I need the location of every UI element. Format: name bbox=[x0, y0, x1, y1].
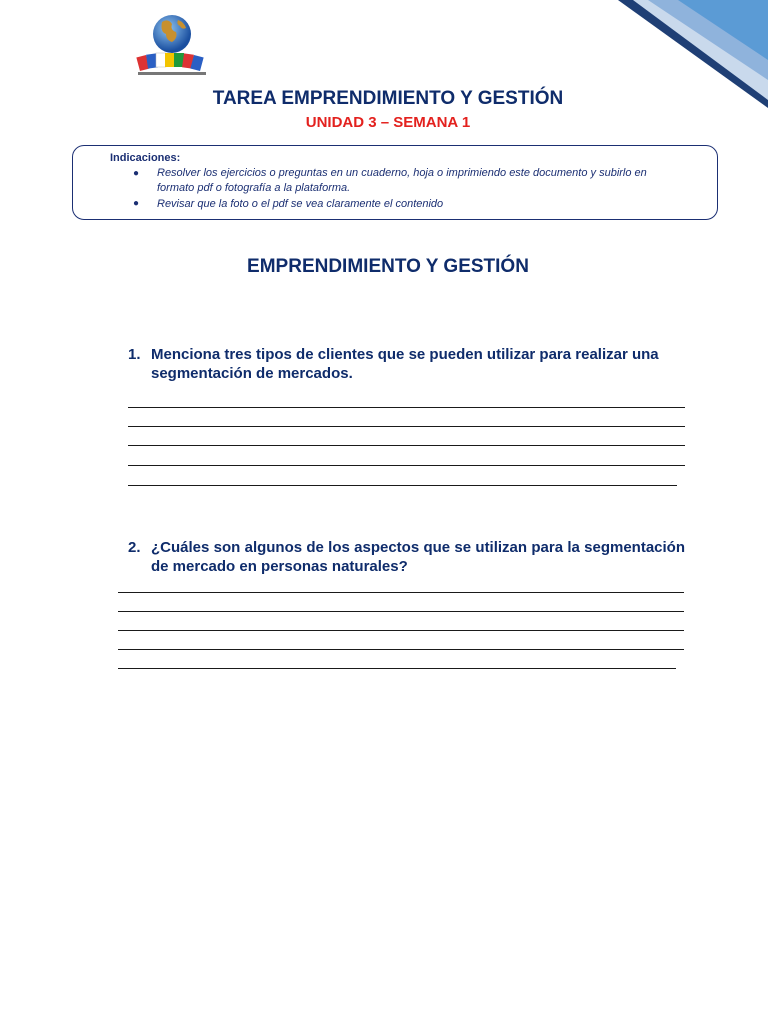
answer-line[interactable] bbox=[118, 630, 684, 631]
answer-line[interactable] bbox=[128, 485, 677, 486]
instruction-item: Revisar que la foto o el pdf se vea claramente el contenido bbox=[157, 198, 444, 210]
bullet-icon: ● bbox=[133, 198, 140, 209]
question-number: 2. bbox=[128, 539, 141, 556]
answer-line[interactable] bbox=[128, 445, 685, 446]
question-text: ¿Cuáles son algunos de los aspectos que se utilizan para la segmentación de mercado en personas naturales? bbox=[151, 539, 685, 575]
answer-line[interactable] bbox=[118, 611, 684, 612]
answer-line[interactable] bbox=[128, 407, 685, 408]
instructions-box bbox=[72, 145, 718, 220]
instruction-item: Resolver los ejercicios o preguntas en un cuaderno, hoja o imprimiendo este documento y subirlo en formato pdf o fotografía a la plataforma. bbox=[157, 167, 647, 194]
answer-line[interactable] bbox=[118, 592, 684, 593]
question-text: Menciona tres tipos de clientes que se pueden utilizar para realizar una segmentación de mercados. bbox=[151, 346, 659, 382]
page-subtitle: UNIDAD 3 – SEMANA 1 bbox=[305, 114, 471, 131]
answer-line[interactable] bbox=[128, 465, 685, 466]
bullet-icon: ● bbox=[133, 168, 140, 179]
answer-line[interactable] bbox=[118, 668, 676, 669]
question-number: 1. bbox=[128, 346, 141, 363]
globe-with-flags-icon bbox=[134, 12, 212, 78]
answer-line[interactable] bbox=[118, 649, 684, 650]
page-title: TAREA EMPRENDIMIENTO Y GESTIÓN bbox=[212, 88, 564, 109]
answer-line[interactable] bbox=[128, 426, 685, 427]
section-title: EMPRENDIMIENTO Y GESTIÓN bbox=[247, 256, 529, 277]
instructions-label: Indicaciones: bbox=[110, 152, 181, 164]
